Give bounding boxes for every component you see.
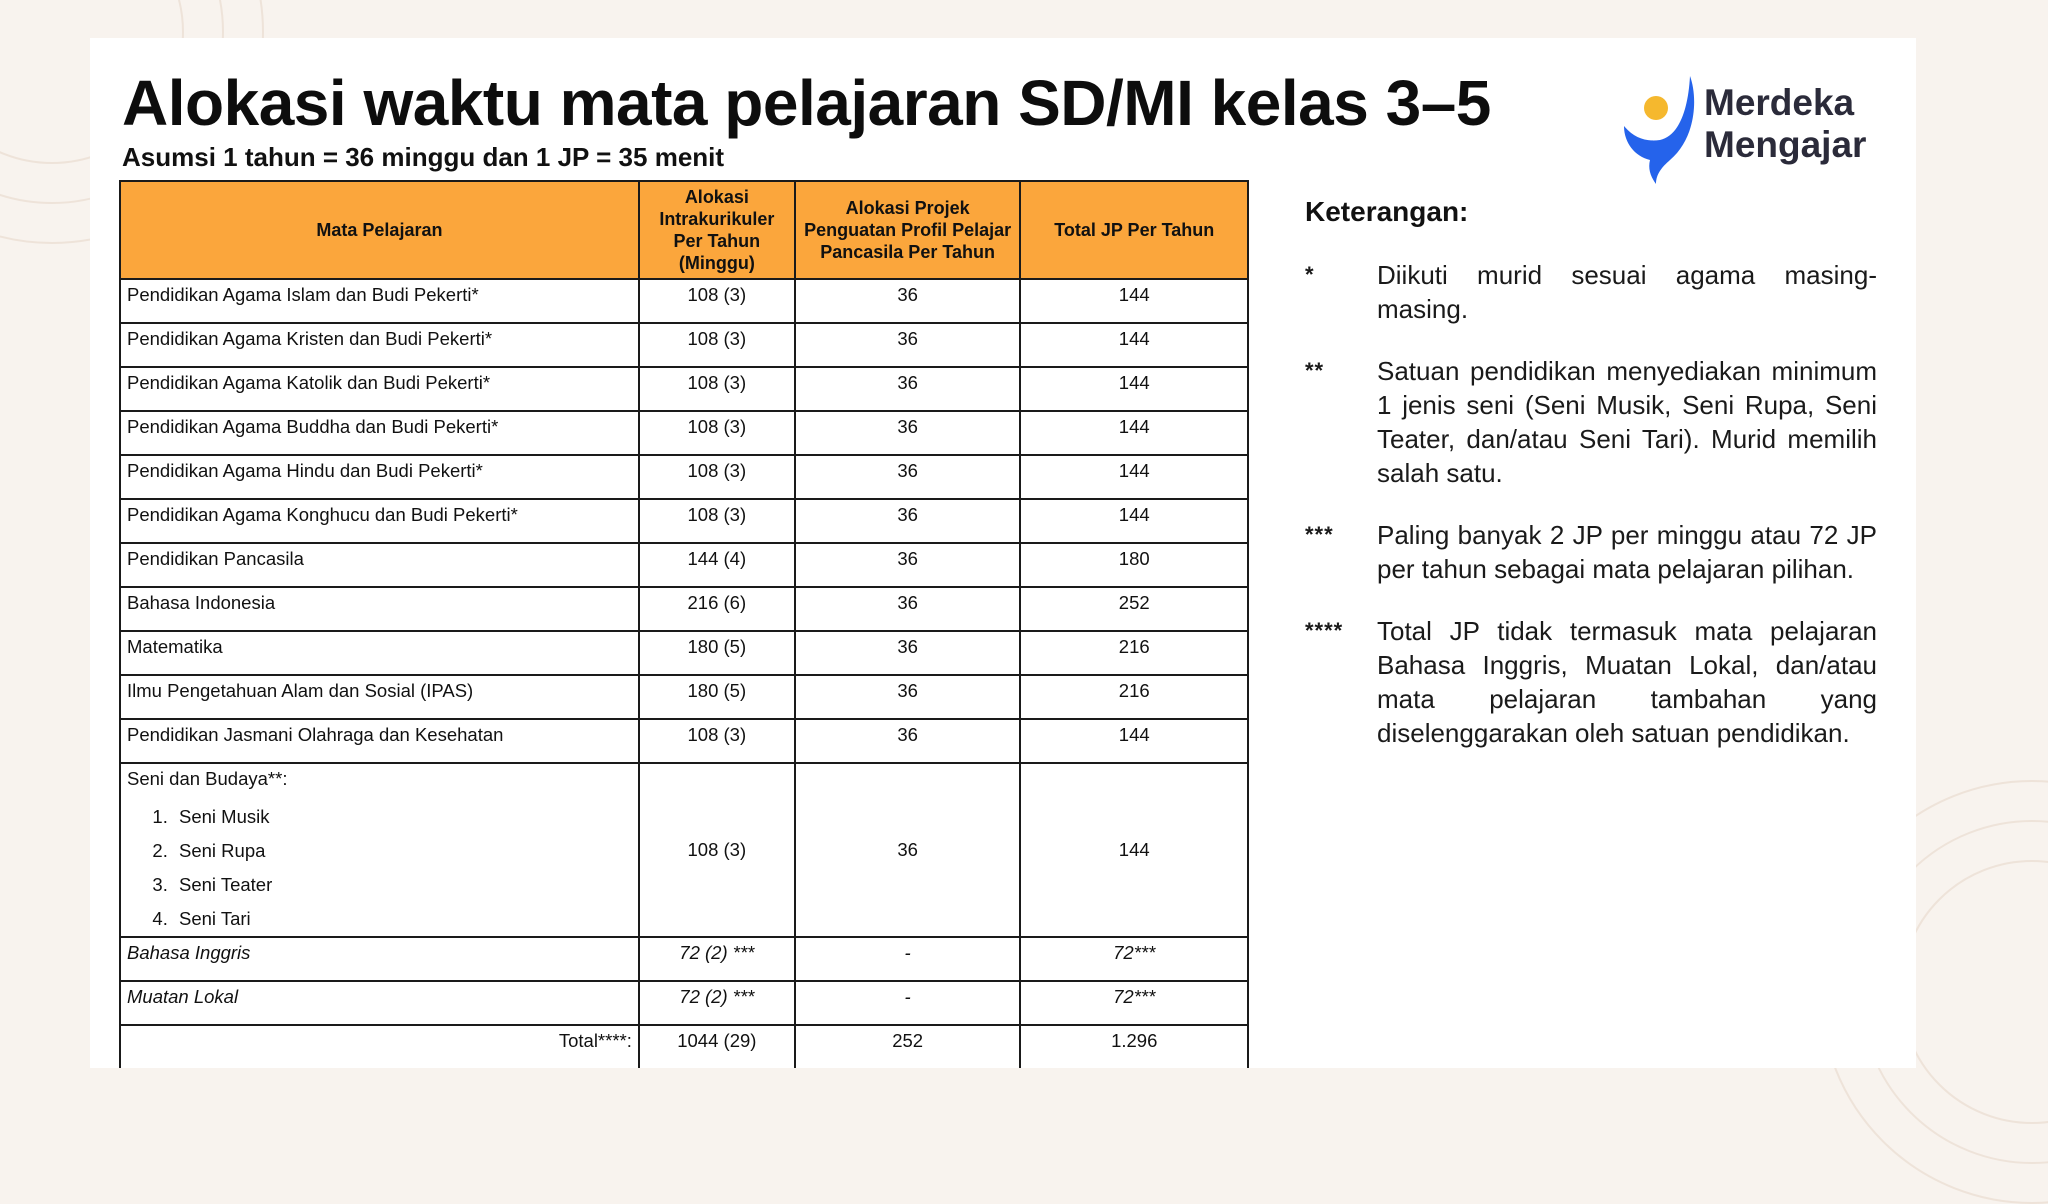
table-row: [120, 499, 1248, 543]
cell-projek: 36: [795, 719, 1021, 763]
note-item: [1305, 614, 1877, 750]
cell-subject: Pendidikan Agama Hindu dan Budi Pekerti*: [120, 455, 639, 499]
cell-total: 1.296: [1020, 1025, 1248, 1068]
cell-projek: 252: [795, 1025, 1021, 1068]
note-text: Diikuti murid sesuai agama masing-masing.: [1377, 260, 1877, 324]
cell-total: 144: [1020, 367, 1248, 411]
cell-total: 252: [1020, 587, 1248, 631]
cell-intra: 72 (2) ***: [639, 937, 795, 981]
cell-total: 72***: [1020, 981, 1248, 1025]
cell-intra: 108 (3): [639, 323, 795, 367]
table-row: [120, 719, 1248, 763]
cell-subject: Pendidikan Agama Katolik dan Budi Pekerti*: [120, 367, 639, 411]
note-mark: ***: [1305, 522, 1334, 547]
cell-intra: 216 (6): [639, 587, 795, 631]
cell-intra: 108 (3): [639, 455, 795, 499]
list-item: 2. Seni Rupa: [173, 834, 632, 868]
cell-subject-seni: [120, 763, 639, 937]
note-item: [1305, 518, 1877, 586]
keterangan-title: Keterangan:: [1305, 196, 1469, 227]
cell-intra: 180 (5): [639, 631, 795, 675]
table-row: [120, 279, 1248, 323]
logo-wordmark: [1704, 82, 1866, 166]
cell-projek: 36: [795, 455, 1021, 499]
list-item: 3. Seni Teater: [173, 868, 632, 902]
cell-total: 144: [1020, 499, 1248, 543]
logo-figure-icon: [1620, 68, 1704, 188]
background-arc: [1900, 860, 2048, 1124]
cell-projek: -: [795, 937, 1021, 981]
cell-intra: 1044 (29): [639, 1025, 795, 1068]
table-row-seni-budaya: [120, 763, 1248, 937]
cell-subject: Pendidikan Jasmani Olahraga dan Kesehatan: [120, 719, 639, 763]
note-mark: *: [1305, 262, 1315, 287]
cell-subject: Muatan Lokal: [120, 981, 639, 1025]
cell-subject: Matematika: [120, 631, 639, 675]
cell-projek: 36: [795, 763, 1021, 937]
note-mark: ****: [1305, 618, 1344, 643]
note-mark: **: [1305, 358, 1325, 383]
table-row-optional: [120, 981, 1248, 1025]
logo-line-2: Mengajar: [1704, 124, 1867, 165]
table-row-total: [120, 1025, 1248, 1068]
cell-intra: 72 (2) ***: [639, 981, 795, 1025]
table-row: [120, 323, 1248, 367]
cell-intra: 108 (3): [639, 719, 795, 763]
note-item: [1305, 354, 1877, 490]
cell-projek: 36: [795, 411, 1021, 455]
cell-projek: 36: [795, 279, 1021, 323]
logo-line-1: Merdeka: [1704, 82, 1855, 123]
note-text: Satuan pendidikan menyediakan minimum 1 jenis seni (Seni Musik, Seni Rupa, Seni Teater, dan/atau Seni Tari). Murid memilih salah satu.: [1377, 356, 1877, 488]
cell-intra: 180 (5): [639, 675, 795, 719]
cell-subject: Pendidikan Agama Islam dan Budi Pekerti*: [120, 279, 639, 323]
cell-total: 216: [1020, 675, 1248, 719]
cell-projek: 36: [795, 675, 1021, 719]
cell-total: 144: [1020, 323, 1248, 367]
table-header-row: [120, 181, 1248, 279]
table-row: [120, 411, 1248, 455]
cell-projek: 36: [795, 631, 1021, 675]
cell-total: 144: [1020, 763, 1248, 937]
table-row: [120, 587, 1248, 631]
table-row: [120, 631, 1248, 675]
cell-total: 144: [1020, 279, 1248, 323]
allocation-table: [119, 180, 1249, 1068]
cell-intra: 108 (3): [639, 499, 795, 543]
cell-subject: Pendidikan Pancasila: [120, 543, 639, 587]
table-row-optional: [120, 937, 1248, 981]
cell-projek: -: [795, 981, 1021, 1025]
cell-projek: 36: [795, 323, 1021, 367]
note-text: Paling banyak 2 JP per minggu atau 72 JP per tahun sebagai mata pelajaran pilihan.: [1377, 520, 1877, 584]
note-item: [1305, 258, 1877, 326]
cell-total: 144: [1020, 719, 1248, 763]
table-row: [120, 367, 1248, 411]
cell-intra: 108 (3): [639, 279, 795, 323]
cell-total-label: Total****:: [120, 1025, 639, 1068]
cell-projek: 36: [795, 587, 1021, 631]
header-total-jp: Total JP Per Tahun: [1020, 181, 1248, 279]
page-subtitle: Asumsi 1 tahun = 36 minggu dan 1 JP = 35 menit: [122, 142, 725, 172]
merdeka-mengajar-logo: [1620, 68, 1910, 188]
cell-intra: 108 (3): [639, 763, 795, 937]
cell-intra: 108 (3): [639, 367, 795, 411]
seni-heading: Seni dan Budaya**:: [127, 768, 288, 789]
cell-total: 144: [1020, 411, 1248, 455]
cell-intra: 144 (4): [639, 543, 795, 587]
seni-list: [127, 800, 632, 936]
table-row: [120, 543, 1248, 587]
list-item: 4. Seni Tari: [173, 902, 632, 936]
cell-projek: 36: [795, 499, 1021, 543]
cell-subject: Ilmu Pengetahuan Alam dan Sosial (IPAS): [120, 675, 639, 719]
cell-intra: 108 (3): [639, 411, 795, 455]
list-item: 1. Seni Musik: [173, 800, 632, 834]
page-title: Alokasi waktu mata pelajaran SD/MI kelas 3–5: [122, 67, 1491, 139]
note-text: Total JP tidak termasuk mata pelajaran Bahasa Inggris, Muatan Lokal, dan/atau mata pelajaran tambahan yang diselenggarakan oleh satuan pendidikan.: [1377, 616, 1877, 748]
cell-subject: Pendidikan Agama Buddha dan Budi Pekerti*: [120, 411, 639, 455]
header-alokasi-projek: Alokasi Projek Penguatan Profil Pelajar Pancasila Per Tahun: [795, 181, 1021, 279]
cell-projek: 36: [795, 367, 1021, 411]
cell-total: 180: [1020, 543, 1248, 587]
cell-total: 72***: [1020, 937, 1248, 981]
cell-subject: Bahasa Inggris: [120, 937, 639, 981]
header-mata-pelajaran: Mata Pelajaran: [120, 181, 639, 279]
header-alokasi-intrakurikuler: Alokasi Intrakurikuler Per Tahun (Minggu): [639, 181, 795, 279]
table-row: [120, 455, 1248, 499]
table-row: [120, 675, 1248, 719]
slide-card: [90, 38, 1916, 1068]
cell-total: 144: [1020, 455, 1248, 499]
cell-projek: 36: [795, 543, 1021, 587]
cell-subject: Pendidikan Agama Konghucu dan Budi Pekerti*: [120, 499, 639, 543]
cell-subject: Pendidikan Agama Kristen dan Budi Pekerti*: [120, 323, 639, 367]
cell-total: 216: [1020, 631, 1248, 675]
cell-subject: Bahasa Indonesia: [120, 587, 639, 631]
keterangan-panel: [1305, 196, 1877, 778]
